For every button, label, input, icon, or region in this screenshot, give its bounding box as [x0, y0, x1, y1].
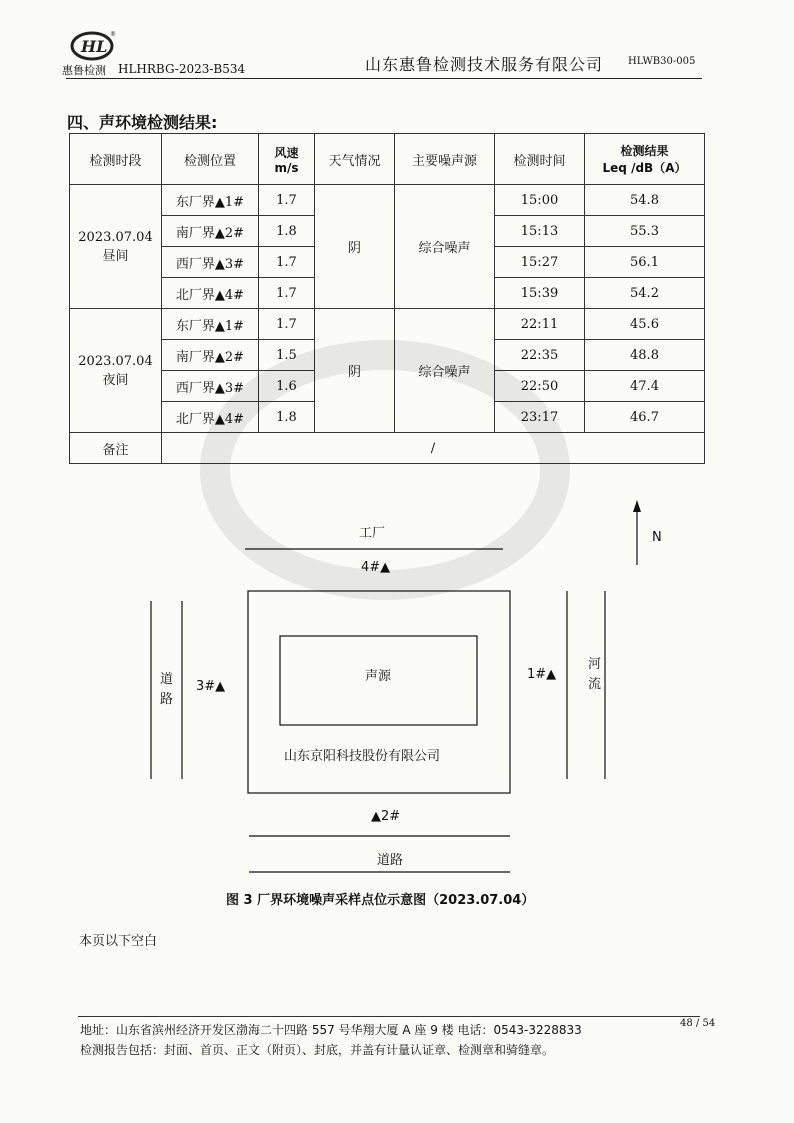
wind-cell: 1.7 — [259, 278, 315, 309]
river-char: 流 — [588, 677, 602, 692]
note-value: / — [162, 433, 705, 464]
period-cell: 2023.07.04 昼间 — [70, 185, 162, 309]
time-cell: 15:13 — [495, 216, 585, 247]
header-period: 检测时段 — [70, 134, 162, 185]
river-label — [588, 657, 601, 692]
blank-page-note: 本页以下空白 — [79, 934, 158, 949]
point-3-label: 3#▲ — [196, 679, 226, 694]
wind-cell: 1.7 — [259, 309, 315, 340]
header-noise-source: 主要噪声源 — [395, 134, 495, 185]
wind-cell: 1.6 — [259, 371, 315, 402]
point-2-label: ▲2# — [371, 809, 401, 824]
wind-cell: 1.5 — [259, 340, 315, 371]
time-cell: 15:39 — [495, 278, 585, 309]
weather-cell: 阴 — [315, 185, 395, 309]
weather-cell: 阴 — [315, 309, 395, 433]
result-cell: 54.8 — [585, 185, 705, 216]
left-road-char: 道 — [160, 672, 174, 687]
figure-caption: 图 3 厂界环境噪声采样点位示意图（2023.07.04） — [226, 893, 535, 908]
wind-cell: 1.8 — [259, 402, 315, 433]
svg-text:HL: HL — [81, 37, 108, 56]
location-cell: 南厂界▲2# — [162, 216, 259, 247]
time-cell: 15:27 — [495, 247, 585, 278]
left-road-char: 路 — [160, 692, 174, 707]
result-cell: 46.7 — [585, 402, 705, 433]
time-cell: 22:11 — [495, 309, 585, 340]
location-cell: 东厂界▲1# — [162, 185, 259, 216]
footer-address: 地址：山东省滨州经济开发区渤海二十四路 557 号华翔大厦 A 座 9 楼 电话：0543-3228833 — [80, 1023, 582, 1037]
north-label: N — [652, 530, 662, 545]
location-cell: 南厂界▲2# — [162, 340, 259, 371]
page-number: 48 / 54 — [680, 1018, 716, 1029]
section-title: 四、声环境检测结果: — [67, 113, 218, 132]
note-label: 备注 — [70, 433, 162, 464]
location-cell: 北厂界▲4# — [162, 402, 259, 433]
north-arrowhead-icon — [633, 500, 641, 512]
noise-source-cell: 综合噪声 — [395, 185, 495, 309]
location-cell: 东厂界▲1# — [162, 309, 259, 340]
result-cell: 45.6 — [585, 309, 705, 340]
svg-text:®: ® — [110, 31, 116, 38]
report-number: HLHRBG-2023-B534 — [118, 62, 246, 76]
result-cell: 48.8 — [585, 340, 705, 371]
header-wind: 风速 m/s — [259, 134, 315, 185]
point-4-label: 4#▲ — [361, 560, 391, 575]
noise-source-label: 声源 — [365, 669, 392, 684]
header-weather: 天气情况 — [315, 134, 395, 185]
time-cell: 22:35 — [495, 340, 585, 371]
watermark-logo — [215, 355, 555, 585]
wind-cell: 1.8 — [259, 216, 315, 247]
document-code: HLWB30-005 — [628, 56, 696, 67]
left-road-label — [160, 672, 173, 707]
point-1-label: 1#▲ — [527, 667, 557, 682]
wind-cell: 1.7 — [259, 185, 315, 216]
result-cell: 54.2 — [585, 278, 705, 309]
wind-cell: 1.7 — [259, 247, 315, 278]
site-name: 山东京阳科技股份有限公司 — [284, 749, 441, 764]
location-cell: 北厂界▲4# — [162, 278, 259, 309]
location-cell: 西厂界▲3# — [162, 371, 259, 402]
time-cell: 23:17 — [495, 402, 585, 433]
footer-divider — [78, 1016, 700, 1017]
time-cell: 15:00 — [495, 185, 585, 216]
header-result: 检测结果 Leq /dB（A） — [585, 134, 705, 185]
noise-source-cell: 综合噪声 — [395, 309, 495, 433]
bottom-road-label: 道路 — [377, 853, 404, 868]
river-char: 河 — [588, 657, 602, 672]
footer-contents: 检测报告包括：封面、首页、正文（附页）、封底，并盖有计量认证章、检测章和骑缝章。 — [80, 1043, 555, 1057]
result-cell: 55.3 — [585, 216, 705, 247]
factory-label: 工厂 — [359, 526, 386, 541]
logo-text: 惠鲁检测 — [62, 64, 106, 77]
company-name: 山东惠鲁检测技术服务有限公司 — [365, 55, 604, 74]
header-location: 检测位置 — [162, 134, 259, 185]
header-time: 检测时间 — [495, 134, 585, 185]
period-cell: 2023.07.04 夜间 — [70, 309, 162, 433]
time-cell: 22:50 — [495, 371, 585, 402]
result-cell: 56.1 — [585, 247, 705, 278]
result-cell: 47.4 — [585, 371, 705, 402]
location-cell: 西厂界▲3# — [162, 247, 259, 278]
